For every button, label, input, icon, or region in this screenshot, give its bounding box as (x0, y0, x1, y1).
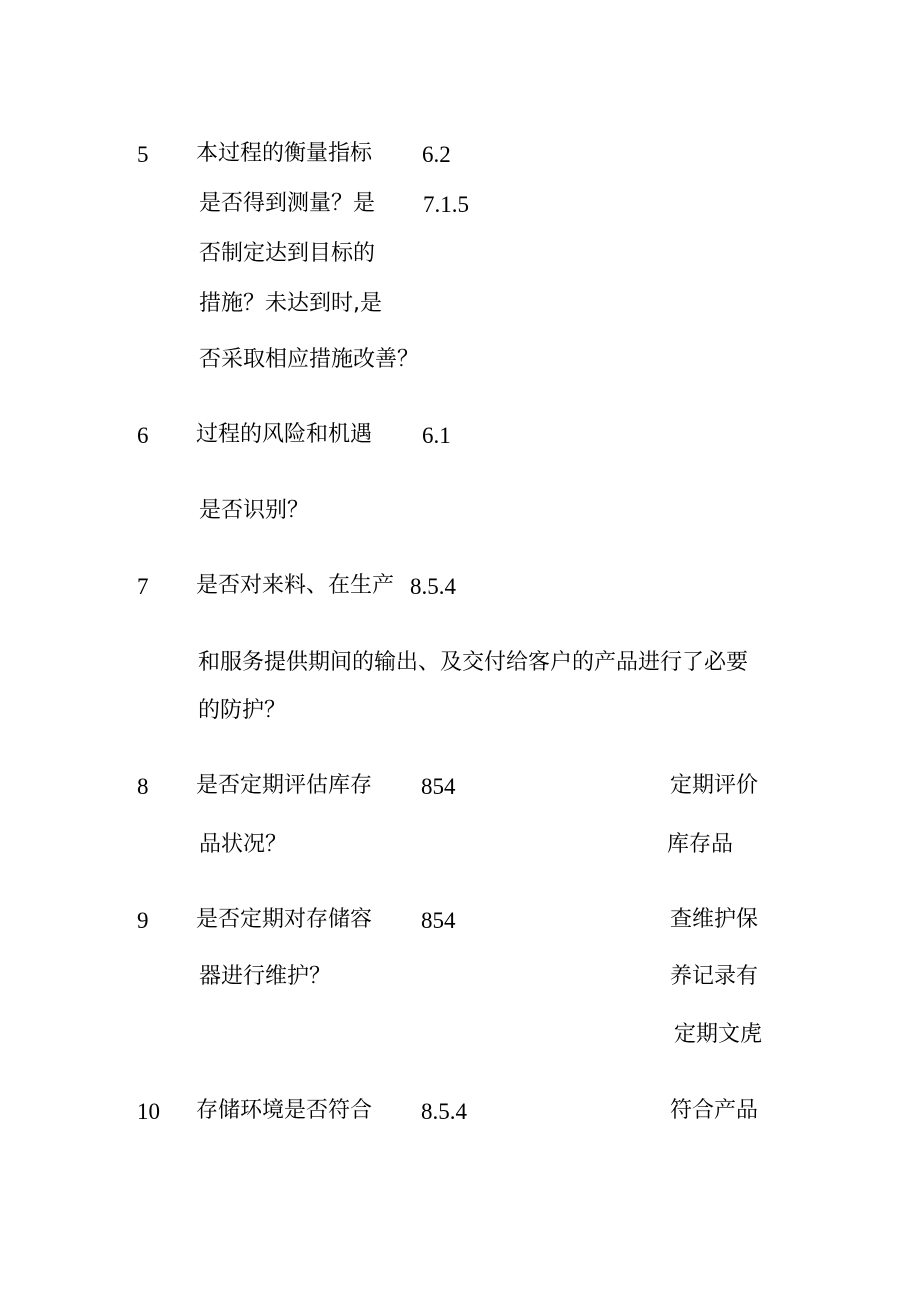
item-question-line: 器进行维护？ (199, 964, 332, 989)
item-note-line: 定期评价 (670, 773, 759, 798)
item-note-line: 符合产品 (670, 1098, 759, 1123)
item-question-line: 是否定期评估库存 (196, 773, 373, 798)
item-number: 7 (137, 574, 149, 599)
item-clause: 6.1 (422, 423, 451, 448)
item-question-line: 是否定期对存储容 (196, 907, 373, 932)
item-question-line: 是否得到测量？是 (199, 191, 376, 216)
item-clause: 8.5.4 (421, 1099, 467, 1124)
item-clause: 7.1.5 (423, 192, 469, 217)
item-note-line: 定期文虎 (674, 1022, 763, 1047)
item-note-line: 库存品 (667, 832, 734, 857)
item-question-line: 是否对来料、在生产 (196, 573, 395, 598)
item-question-line: 本过程的衡量指标 (196, 141, 373, 166)
item-note-line: 查维护保 (670, 907, 759, 932)
item-number: 5 (137, 142, 149, 167)
item-note-line: 养记录有 (670, 964, 759, 989)
item-number: 10 (137, 1099, 160, 1124)
item-question-line: 存储环境是否符合 (196, 1098, 373, 1123)
item-number: 9 (137, 908, 149, 933)
item-question-line: 否制定达到目标的 (199, 241, 376, 266)
item-clause: 854 (421, 774, 456, 799)
item-clause: 6.2 (422, 142, 451, 167)
item-question-line: 品状况？ (199, 832, 288, 857)
item-question-line: 措施？未达到时,是 (199, 291, 382, 316)
item-clause: 8.5.4 (410, 574, 456, 599)
item-number: 6 (137, 423, 149, 448)
item-question-line: 过程的风险和机遇 (196, 422, 373, 447)
item-question-line: 否采取相应措施改善？ (199, 347, 420, 372)
item-question-line: 的防护？ (198, 698, 287, 723)
item-question-line: 和服务提供期间的输出、及交付给客户的产品进行了必要 (198, 650, 749, 675)
item-clause: 854 (421, 908, 456, 933)
item-number: 8 (137, 774, 149, 799)
item-question-line: 是否识别？ (199, 498, 310, 523)
